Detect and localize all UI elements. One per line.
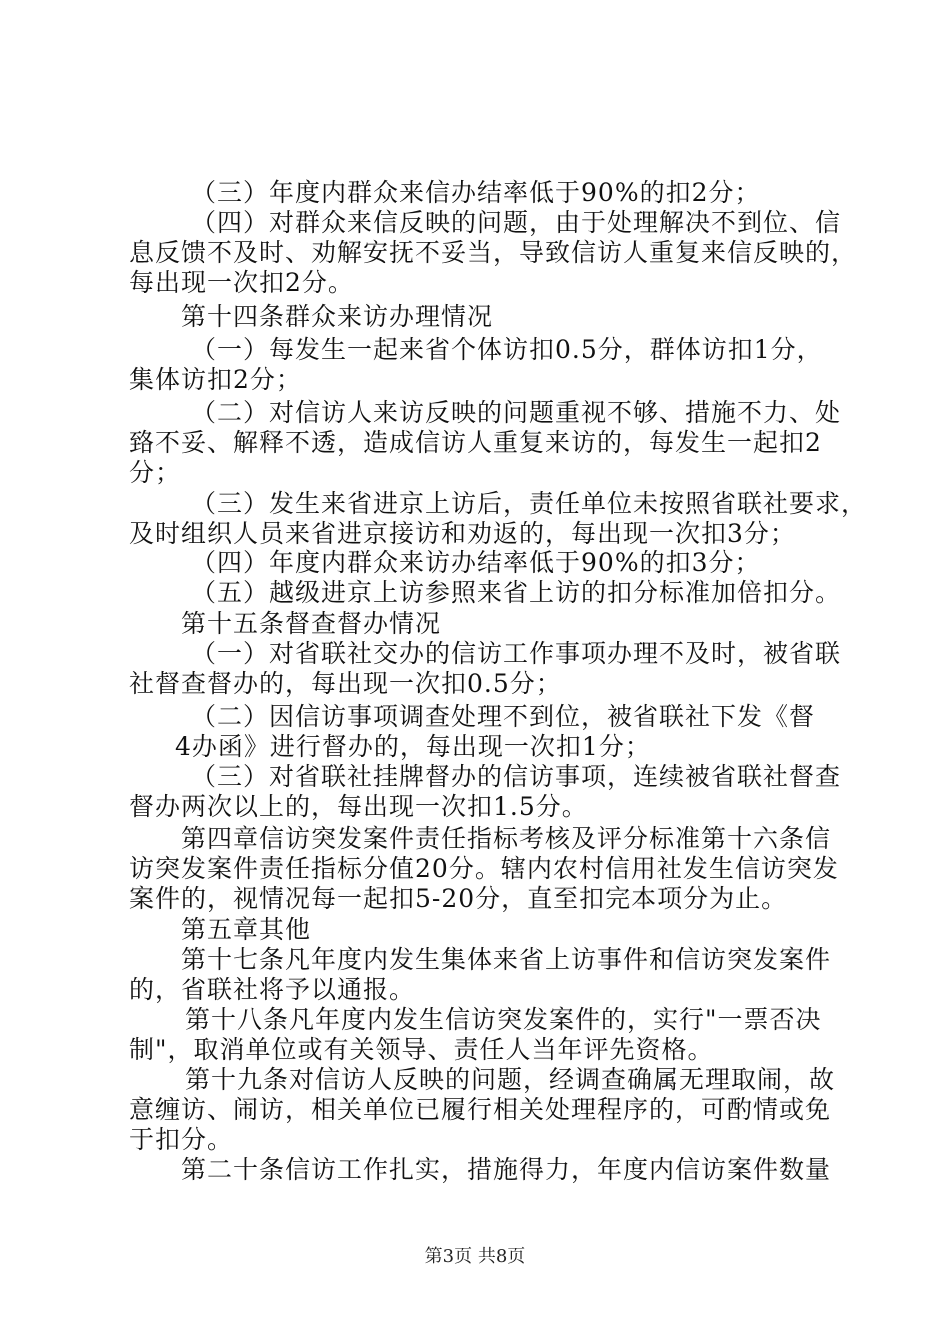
text-line: 第十八条凡年度内发生信访突发案件的，实行"一票否决 bbox=[185, 1005, 822, 1034]
text-line: 4办函》进行督办的，每出现一次扣1分； bbox=[175, 732, 651, 761]
text-line: 臵不妥、解释不透，造成信访人重复来访的，每发生一起扣2 bbox=[129, 428, 822, 457]
text-line: 社督查督办的，每出现一次扣0.5分； bbox=[129, 669, 562, 698]
text-line: 访突发案件责任指标分值20分。辖内农村信用社发生信访突发 bbox=[129, 854, 839, 883]
text-line: 集体访扣2分； bbox=[129, 365, 302, 394]
section-heading: 第十五条督查督办情况 bbox=[181, 609, 442, 638]
text-line: （二）对信访人来访反映的问题重视不够、措施不力、处 bbox=[191, 398, 842, 427]
text-line: 及时组织人员来省进京接访和劝返的，每出现一次扣3分； bbox=[129, 519, 796, 548]
page-number-footer: 第3页 共8页 bbox=[424, 1246, 526, 1267]
section-heading: 第四章信访突发案件责任指标考核及评分标准第十六条信 bbox=[181, 824, 832, 853]
text-line: 督办两次以上的，每出现一次扣1.5分。 bbox=[129, 792, 588, 821]
section-heading: 第十四条群众来访办理情况 bbox=[181, 302, 494, 331]
text-line: （三）年度内群众来信办结率低于90%的扣2分； bbox=[191, 178, 761, 207]
text-line: 案件的，视情况每一起扣5-20分，直至扣完本项分为止。 bbox=[129, 884, 788, 913]
text-line: 每出现一次扣2分。 bbox=[129, 268, 354, 297]
text-line: 第十七条凡年度内发生集体来省上访事件和信访突发案件 bbox=[181, 945, 832, 974]
text-line: （二）因信访事项调查处理不到位，被省联社下发《督 bbox=[191, 702, 816, 731]
text-line: （三）对省联社挂牌督办的信访事项，连续被省联社督查 bbox=[191, 762, 842, 791]
text-line: 第二十条信访工作扎实，措施得力，年度内信访案件数量 bbox=[181, 1155, 832, 1184]
text-line: （五）越级进京上访参照来省上访的扣分标准加倍扣分。 bbox=[191, 578, 842, 607]
text-line: （四）对群众来信反映的问题，由于处理解决不到位、信 bbox=[191, 208, 842, 237]
text-line: 分； bbox=[129, 458, 182, 487]
text-line: （三）发生来省进京上访后，责任单位未按照省联社要求， bbox=[191, 489, 868, 518]
text-line: 于扣分。 bbox=[129, 1125, 234, 1154]
text-line: （一）对省联社交办的信访工作事项办理不及时，被省联 bbox=[191, 639, 842, 668]
text-line: （一）每发生一起来省个体访扣0.5分，群体访扣1分， bbox=[191, 335, 823, 364]
text-line: 的，省联社将予以通报。 bbox=[129, 975, 416, 1004]
text-line: 第十九条对信访人反映的问题，经调查确属无理取闹，故 bbox=[185, 1065, 836, 1094]
text-line: 息反馈不及时、劝解安抚不妥当，导致信访人重复来信反映的， bbox=[129, 238, 858, 267]
text-line: 制"，取消单位或有关领导、责任人当年评先资格。 bbox=[129, 1035, 714, 1064]
text-line: 意缠访、闹访，相关单位已履行相关处理程序的，可酌情或免 bbox=[129, 1095, 832, 1124]
text-line: （四）年度内群众来访办结率低于90%的扣3分； bbox=[191, 548, 761, 577]
section-heading: 第五章其他 bbox=[181, 915, 312, 944]
